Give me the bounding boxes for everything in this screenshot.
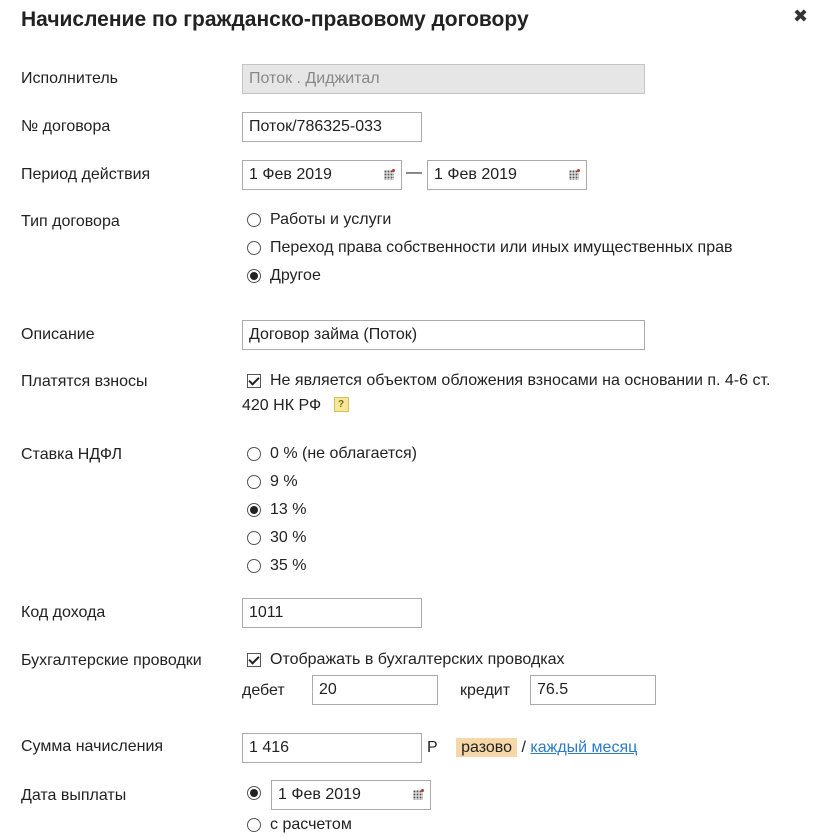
radio-label: 30 % (270, 529, 307, 546)
radio-icon[interactable] (247, 503, 261, 517)
checkbox-icon[interactable] (247, 653, 261, 667)
ndfl-option-0[interactable] (247, 442, 417, 466)
contract-type-option-works[interactable] (247, 208, 733, 232)
income-code-field[interactable]: 1011 (242, 598, 422, 628)
radio-label: с расчетом (270, 816, 352, 833)
close-icon[interactable]: ✖ (793, 6, 809, 26)
calendar-icon[interactable] (569, 170, 579, 180)
radio-label: 9 % (270, 473, 298, 490)
ndfl-rate-label: Ставка НДФЛ (21, 446, 122, 463)
period-separator: — (406, 164, 422, 181)
monthly-option-link[interactable]: каждый месяц (530, 739, 638, 756)
radio-label: 0 % (не облагается) (270, 445, 417, 462)
ndfl-option-9[interactable] (247, 470, 417, 494)
credit-field[interactable]: 76.5 (530, 675, 656, 705)
amount-label: Сумма начисления (21, 738, 164, 755)
contract-type-label: Тип договора (21, 213, 120, 230)
contributions-checkbox-text-2: 420 НК РФ (242, 397, 322, 414)
contributions-checkbox-text: Не является объектом обложения взносами на основании п. 4-6 ст. (270, 372, 771, 389)
checkbox-icon[interactable] (247, 374, 261, 388)
payment-date-value: 1 Фев 2019 (278, 786, 361, 803)
contributions-label: Платятся взносы (21, 373, 148, 390)
period-to-value: 1 Фев 2019 (434, 166, 517, 183)
payment-date-label: Дата выплаты (21, 787, 127, 804)
radio-label: 35 % (270, 557, 307, 574)
radio-icon[interactable] (247, 559, 261, 573)
executor-label: Исполнитель (21, 70, 119, 87)
radio-label: Переход права собственности или иных имущественных прав (270, 239, 733, 256)
currency-symbol: Р (427, 739, 438, 756)
ndfl-rate-options (247, 442, 417, 578)
dialog-title: Начисление по гражданско-правовому договору (21, 8, 529, 31)
description-label: Описание (21, 326, 95, 343)
description-field[interactable]: Договор займа (Поток) (242, 320, 645, 350)
radio-icon[interactable] (247, 269, 261, 283)
credit-label: кредит (460, 682, 511, 699)
payment-date-field[interactable] (271, 780, 431, 810)
amount-field[interactable]: 1 416 (242, 733, 422, 763)
radio-label: Другое (270, 267, 321, 284)
income-code-label: Код дохода (21, 604, 106, 621)
contributions-checkbox-row[interactable] (247, 369, 770, 393)
period-from-field[interactable] (242, 160, 402, 190)
period-label: Период действия (21, 166, 151, 183)
radio-icon[interactable] (247, 475, 261, 489)
help-icon[interactable]: ? (334, 397, 349, 412)
radio-icon[interactable] (247, 531, 261, 545)
ndfl-option-35[interactable] (247, 554, 417, 578)
payment-date-radio-row[interactable] (247, 786, 270, 800)
contributions-text-line2-wrap (242, 397, 349, 415)
period-to-field[interactable] (427, 160, 587, 190)
ndfl-option-13[interactable] (247, 498, 417, 522)
calendar-icon[interactable] (384, 170, 394, 180)
option-separator: / (521, 739, 526, 756)
radio-icon[interactable] (247, 241, 261, 255)
contract-type-option-other[interactable] (247, 264, 733, 288)
radio-icon[interactable] (247, 786, 261, 800)
calendar-icon[interactable] (413, 790, 423, 800)
debit-label: дебет (242, 682, 285, 699)
accounting-checkbox-row[interactable] (247, 648, 565, 672)
period-from-value: 1 Фев 2019 (249, 166, 332, 183)
executor-field: Поток . Диджитал (242, 64, 645, 94)
radio-icon[interactable] (247, 213, 261, 227)
once-option[interactable]: разово (456, 738, 517, 757)
radio-label: 13 % (270, 501, 307, 518)
accounting-checkbox-text: Отображать в бухгалтерских проводках (270, 651, 565, 668)
radio-icon[interactable] (247, 818, 261, 832)
accounting-label: Бухгалтерские проводки (21, 652, 202, 669)
contract-type-options (247, 208, 733, 288)
contract-number-field[interactable]: Поток/786325-033 (242, 112, 422, 142)
debit-field[interactable]: 20 (312, 675, 438, 705)
with-settlement-option[interactable] (247, 813, 352, 837)
amount-controls (427, 739, 637, 757)
radio-icon[interactable] (247, 447, 261, 461)
contract-number-label: № договора (21, 118, 111, 135)
contract-type-option-property[interactable] (247, 236, 733, 260)
ndfl-option-30[interactable] (247, 526, 417, 550)
radio-label: Работы и услуги (270, 211, 392, 228)
